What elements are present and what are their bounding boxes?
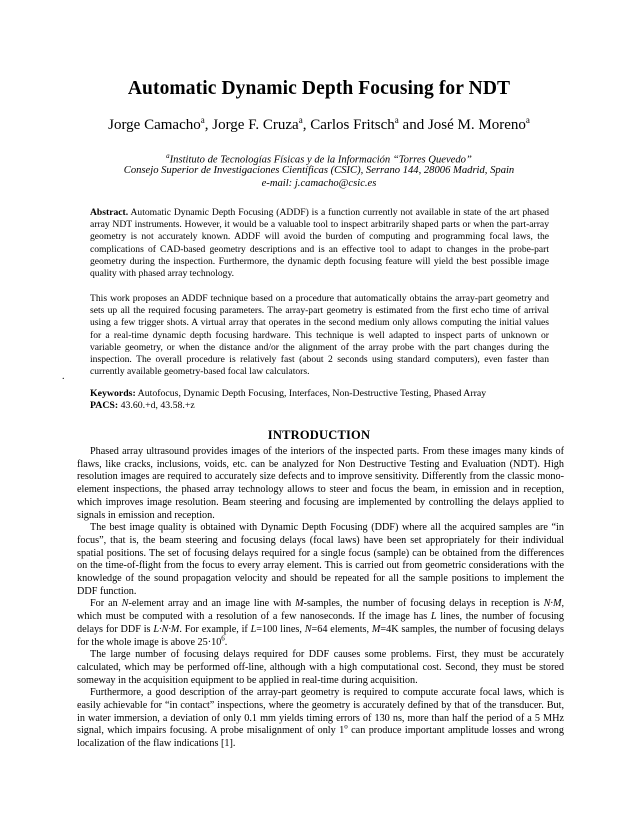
- affiliation-mark: a: [166, 152, 170, 160]
- keywords-label: Keywords:: [90, 388, 136, 399]
- text-run: .: [224, 636, 228, 648]
- text-run: can produce important amplitude losses and wrong localization of the flaw indications [1].: [77, 725, 564, 750]
- paper-title: Automatic Dynamic Depth Focusing for NDT: [127, 78, 511, 99]
- degree-mark: o: [344, 723, 348, 732]
- text-run: . For example, if: [179, 623, 251, 635]
- affiliation-email: e-mail: j.camacho@csic.es: [261, 178, 377, 189]
- math-var: N·M,: [543, 598, 564, 610]
- text-run: =4K samples, the number of focusing delays for the whole image is above 25·10: [77, 623, 564, 648]
- author-name: Jorge Camacho: [108, 117, 201, 133]
- text-run: =64 elements,: [311, 623, 372, 635]
- text-run: lines, the number of focusing delays for DDF is: [77, 611, 564, 635]
- math-var: N: [304, 623, 312, 635]
- math-var: N: [121, 598, 129, 610]
- affiliation-institute: Instituto de Tecnologías Físicas y de la Información “Torres Quevedo”: [169, 154, 472, 166]
- math-var: M: [371, 623, 381, 635]
- section-heading: INTRODUCTION: [267, 428, 371, 442]
- author-list: [0, 115, 638, 134]
- abstract-text: Automatic Dynamic Depth Focusing (ADDF) is a function currently not available in state of the art phased array NDT instruments. However, it would be a valuable tool to inspect arbitrarily shaped parts or when the part-array geometry is not accurately known. ADDF will avoid the burden of computing and programming focal laws, the complications of CAD-based geometry descriptions and is an effective tool to adapt to changes in the probe-part geometry during the inspection. Furthermore, the dynamic depth focusing feature will yield the best possible image quality with phased array technology.: [90, 207, 550, 280]
- author-affil-mark: a: [525, 115, 530, 125]
- author-affil-mark: a: [200, 115, 205, 125]
- pacs-text: 43.60.+d, 43.58.+z: [118, 400, 195, 411]
- keywords-line: [90, 388, 549, 401]
- introduction-body: [77, 446, 564, 751]
- author-affil-mark: a: [394, 115, 399, 125]
- math-var: M: [295, 598, 304, 610]
- text-run: For an: [90, 598, 122, 610]
- author-name: Jorge F. Cruza: [212, 117, 299, 133]
- abstract-paragraph-2: This work proposes an ADDF technique based on a procedure that automatically obtains the array-part geometry and sets up all the required focusing parameters. The array-part geometry is estimated from the first echo time of arrival using a few trigger shots. A virtual array that operates in the second medium only allows computing the initial values for a real-time dynamic depth focusing hardware. This technique is well adapted to inspect parts of unknown or variable geometry, or when the distance and/or the alignment of the array probe with the part changes during the inspection. The overall procedure is relatively fast (about 2 seconds using standard computers), even faster than currently available geometry-based focal law calculators.: [90, 293, 549, 378]
- text-run: which must be computed with a resolution of a few nanoseconds. If the image has: [77, 611, 431, 623]
- author-name: José M. Moreno: [427, 117, 526, 133]
- author-separator: ,: [302, 117, 311, 133]
- keywords-text: Autofocus, Dynamic Depth Focusing, Interfaces, Non-Destructive Testing, Phased Array: [135, 388, 487, 399]
- exponent: 6: [221, 634, 225, 643]
- abstract-label: Abstract.: [90, 207, 129, 218]
- pacs-label: PACS:: [90, 400, 119, 411]
- abstract-paragraph-1: [90, 207, 549, 280]
- text-run: =100 lines,: [256, 623, 305, 635]
- intro-paragraph-1: Phased array ultrasound provides images of the interiors of the inspected parts. From these images many kinds of flaws, like cracks, inclusions, voids, etc. can be analyzed for Non Destructive Testing and Evaluation (NDT). High resolution images are required to accurately size defects and to improve sensitivity. Differently from the classic mono-element inspections, the phased array technology allows to steer and focus the beam, in emission and in reception, which improves image resolution. Beam steering and focusing are implemented by controlling the delays applied to signals in emission and reception.: [77, 446, 564, 521]
- author-separator: and: [398, 117, 428, 133]
- author-separator: ,: [204, 117, 213, 133]
- text-run: Furthermore, a good description of the array-part geometry is required to compute accurate focal laws, which is easily achievable for “in contact” inspections, where the geometry is accurately defined by that of the transducer. But, in water immersion, a deviation of only 0.1 mm yields timing errors of 130 ns, more than half the period of a 5 MHz signal, which impairs focusing. A probe misalignment of only 1: [77, 687, 564, 737]
- intro-paragraph-2: The best image quality is obtained with Dynamic Depth Focusing (DDF) where all the acquired samples are “in focus”, that is, the beam steering and focusing delays (focal laws) have been set appropriately for their individual spatial positions. The set of focusing delays required for a single focus (sample) can be obtained from the differences on the time-of-flight from the focus to every array element. This is carried out from geometric considerations with the knowledge of the sound propagation velocity and should be repeated for all the sample positions to implement the DDF function.: [77, 522, 564, 597]
- text-run: -element array and an image line with: [128, 598, 296, 610]
- text-run: -samples, the number of focusing delays in reception is: [303, 598, 544, 610]
- intro-paragraph-5: [77, 687, 564, 751]
- pacs-line: [90, 400, 549, 413]
- stray-mark: .: [62, 371, 65, 382]
- math-var: L: [430, 611, 437, 623]
- math-var: L·N·M: [153, 623, 180, 635]
- author-affil-mark: a: [298, 115, 303, 125]
- author-name: Carlos Fritsch: [310, 117, 395, 133]
- intro-paragraph-3: [77, 598, 564, 649]
- intro-paragraph-4: The large number of focusing delays required for DDF causes some problems. First, they must be accurately calculated, which may be performed off-line, although with a high computational cost. Second, they must be stored someway in the acquisition equipment to be applied in real-time during acquisition.: [77, 649, 564, 686]
- math-var: L: [250, 623, 257, 635]
- affiliation-line-2: Consejo Superior de Investigaciones Científicas (CSIC), Serrano 144, 28006 Madrid, Spain: [123, 165, 515, 176]
